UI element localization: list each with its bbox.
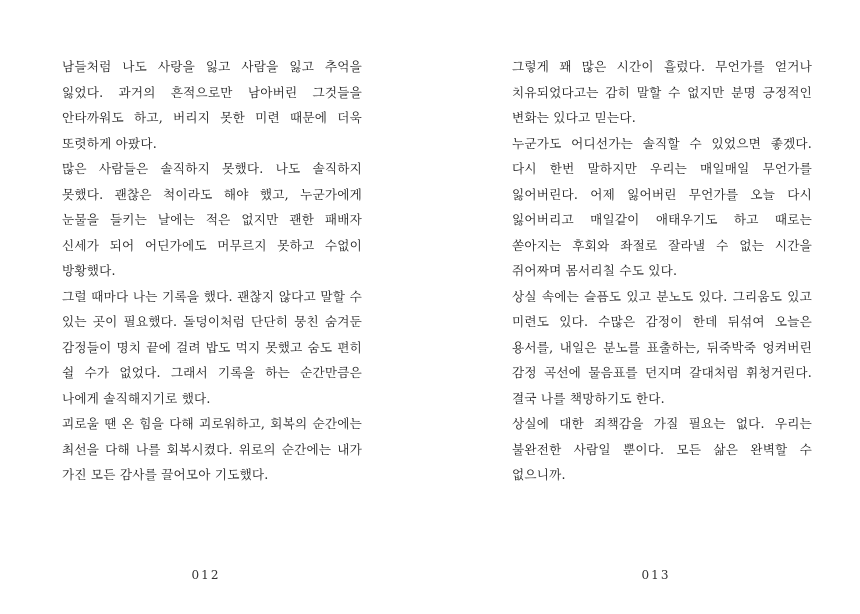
left-paragraph-2: 많은 사람들은 솔직하지 못했다. 나도 솔직하지 못했다. 괜찮은 척이라도 해야 했고, 누군가에게 눈물을 들키는 날에는 적은 없지만 괜한 패배자 신세가 되어 어딘가에도 머무르지 못하고 수없이 방황했다. bbox=[62, 161, 362, 278]
right-paragraph-3: 상실 속에는 슬픔도 있고 분노도 있다. 그리움도 있고 미련도 있다. 수많은 감정이 한데 뒤섞여 오늘은 용서를, 내일은 분노를 표출하는, 뒤죽박죽 엉켜버린 감정 곡선에 물음표를 던지며 갈대처럼 휘청거린다. 결국 나를 책망하기도 한다. bbox=[512, 288, 812, 406]
left-paragraph-3: 그럴 때마다 나는 기록을 했다. 괜찮지 않다고 말할 수 있는 곳이 필요했다. 돌덩이처럼 단단히 뭉친 숨겨둔 감정들이 명치 끝에 걸려 밥도 먹지 못했고 숨도 편히 쉴 수가 없었다. 그래서 기록을 하는 순간만큼은 나에게 솔직해지기로 했다. bbox=[62, 288, 362, 406]
left-paragraph-1: 남들처럼 나도 사랑을 잃고 사람을 잃고 추억을 잃었다. 과거의 흔적으로만 남아버린 그것들을 안타까워도 하고, 버리지 못한 미련 때문에 더욱 또렷하게 아팠다. bbox=[62, 59, 362, 151]
right-paragraph-4: 상실에 대한 죄책감을 가질 필요는 없다. 우리는 불완전한 사람일 뿐이다. 모든 삶은 완벽할 수 없으니까. bbox=[512, 416, 812, 482]
right-page-number: 013 bbox=[641, 568, 671, 582]
left-paragraph-4: 괴로울 땐 온 힘을 다해 괴로워하고, 회복의 순간에는 최선을 다해 나를 회복시켰다. 위로의 순간에는 내가 가진 모든 감사를 끌어모아 기도했다. bbox=[62, 416, 362, 482]
right-page-body bbox=[512, 54, 812, 488]
right-paragraph-2: 누군가도 어디선가는 솔직할 수 있었으면 좋겠다. 다시 한번 말하지만 우리는 매일매일 무언가를 잃어버린다. 어제 잃어버린 무언가를 오늘 다시 잃어버리고 매일같이 애태우기도 하고 때로는 쏟아지는 후회와 좌절로 잘라낼 수 없는 시간을 쥐어짜며 몸서리칠 수도 있다. bbox=[512, 135, 812, 278]
right-paragraph-1: 그렇게 꽤 많은 시간이 흘렀다. 무언가를 얻거나 치유되었다고는 감히 말할 수 없지만 분명 긍정적인 변화는 있다고 믿는다. bbox=[512, 59, 812, 125]
left-page-number: 012 bbox=[191, 568, 221, 582]
left-page-body bbox=[62, 54, 362, 488]
